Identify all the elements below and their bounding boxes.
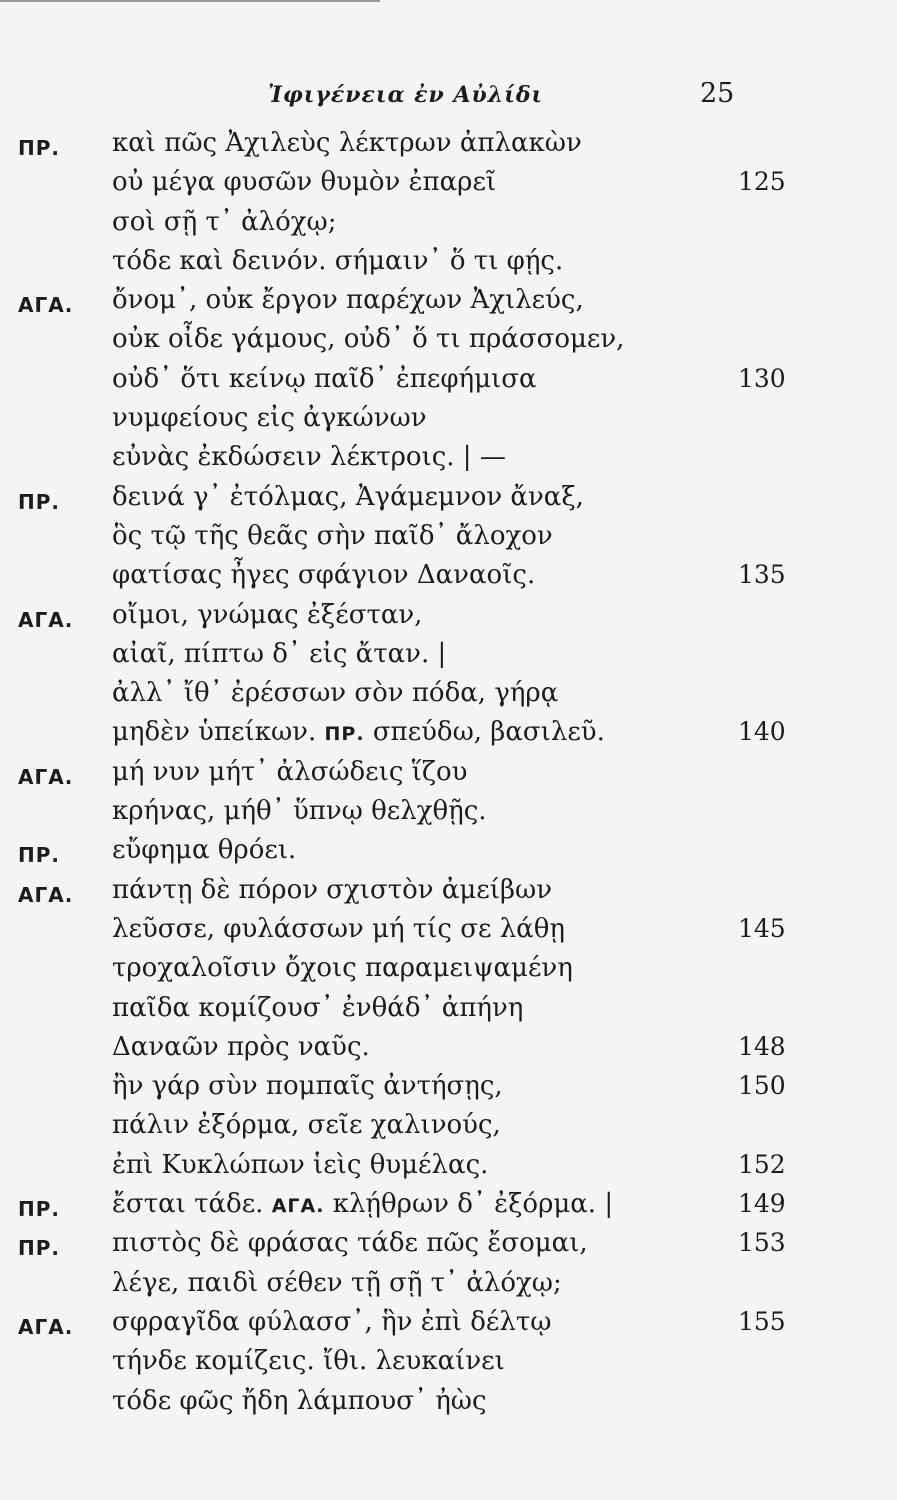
verse-line: [0, 993, 897, 1032]
verse-text: [112, 403, 427, 433]
verse-text: [112, 128, 582, 158]
verse-line: [0, 324, 897, 363]
verse-text-part: πάντῃ δὲ πόρον σχιστὸν ἀμείβων: [112, 874, 553, 905]
verse-line: [0, 914, 897, 953]
line-number: 152: [738, 1149, 786, 1179]
verse-line: [0, 1032, 897, 1071]
verse-text: [112, 914, 565, 944]
verse-text-part: κρήνας, μήθ᾽ ὕπνῳ θελχθῇς.: [112, 796, 487, 827]
verse-line: [0, 757, 897, 796]
verse-text-part: ὄνομ᾽, οὐκ ἔργον παρέχων Ἀχιλεύς,: [112, 285, 584, 316]
page-number: 25: [700, 78, 735, 109]
verse-text: [112, 796, 487, 826]
verse-line: [0, 560, 897, 599]
verse-text-part: οὐδ᾽ ὅτι κείνῳ παῖδ᾽ ἐπεφήμισα: [112, 363, 537, 394]
verse-text: [112, 207, 337, 237]
verse-text: [112, 717, 605, 747]
verse-text-part: τόδε καὶ δεινόν. σήμαιν᾽ ὅ τι φῄς.: [112, 245, 564, 276]
line-number: 153: [738, 1228, 786, 1258]
verse-text-part: οὐκ οἶδε γάμους, οὐδ᾽ ὅ τι πράσσομεν,: [112, 324, 625, 355]
line-number: 135: [738, 560, 786, 590]
verse-line: [0, 639, 897, 678]
top-rule: [0, 0, 380, 2]
verse-text-part: εὐνὰς ἐκδώσειν λέκτροις. | —: [112, 442, 506, 473]
verse-text: [112, 1386, 487, 1416]
speaker-label: ΠΡ.: [18, 843, 60, 868]
verse-text-part: ἐπὶ Κυκλώπων ἱεὶς θυμέλας.: [112, 1149, 489, 1180]
verse-text: [112, 1228, 588, 1258]
verse-text: [112, 953, 573, 983]
verse-text-part: πάλιν ἐξόρμα, σεῖε χαλινούς,: [112, 1110, 501, 1141]
verse-line: [0, 1150, 897, 1189]
verse-text-part: σπεύδω, βασιλεῦ.: [372, 717, 605, 748]
verse-text-part: τήνδε κομίζεις. ἴθι. λευκαίνει: [112, 1346, 505, 1377]
verse-line: [0, 1228, 897, 1267]
verse-line: [0, 403, 897, 442]
verse-text: [112, 875, 552, 905]
speaker-label: ΑΓΑ.: [18, 764, 74, 789]
verse-line: [0, 482, 897, 521]
verse-text-part: ἔσται τάδε.: [112, 1189, 264, 1220]
verse-text: [112, 678, 558, 708]
verse-text-part: κλῄθρων δ᾽ ἐξόρμα. |: [332, 1189, 614, 1220]
verse-text: [112, 324, 624, 354]
verse-line: [0, 875, 897, 914]
verse-line: [0, 1307, 897, 1346]
verse-text: [112, 1268, 562, 1298]
line-number: 149: [738, 1189, 786, 1219]
verse-line: [0, 953, 897, 992]
verse-line: [0, 1268, 897, 1307]
verse-text-part: ἀλλ᾽ ἴθ᾽ ἐρέσσων σὸν πόδα, γήρᾳ: [112, 678, 559, 709]
verse-text-part: πιστὸς δὲ φράσας τάδε πῶς ἔσομαι,: [112, 1228, 588, 1259]
verse-line: [0, 717, 897, 756]
verse-line: [0, 442, 897, 481]
verse-line: [0, 1071, 897, 1110]
verse-text: [112, 442, 506, 472]
verse-line: [0, 678, 897, 717]
speaker-label: ΠΡ.: [18, 489, 60, 514]
page-header: [0, 78, 897, 118]
verse-text-part: σοὶ σῇ τ᾽ ἀλόχῳ;: [112, 206, 337, 237]
verse-line: [0, 364, 897, 403]
verse-text: [112, 600, 422, 630]
verse-line: [0, 521, 897, 560]
line-number: 155: [738, 1306, 786, 1336]
inline-speaker-label: ΑΓΑ.: [271, 1195, 325, 1218]
verse-text: [112, 757, 467, 787]
verse-text-part: νυμφείους εἰς ἀγκώνων: [112, 403, 427, 434]
verse-line: [0, 246, 897, 285]
verse-line: [0, 1386, 897, 1425]
verse-text: [112, 835, 296, 865]
verse-text-part: μηδὲν ὑπείκων.: [112, 717, 317, 748]
verse-line: [0, 796, 897, 835]
verse-line: [0, 285, 897, 324]
verse-text: [112, 1150, 488, 1180]
verse-line: [0, 167, 897, 206]
verse-text-part: φατίσας ἦγες σφάγιον Δαναοῖς.: [112, 560, 536, 591]
verse-text: [112, 993, 523, 1023]
verse-text: [112, 639, 446, 669]
line-number: 130: [738, 363, 786, 393]
verse-text: [112, 285, 584, 315]
verse-text-part: αἰαῖ, πίπτω δ᾽ εἰς ἄταν. |: [112, 638, 447, 669]
verse-line: [0, 207, 897, 246]
speaker-label: ΑΓΑ.: [18, 607, 74, 632]
line-number: 125: [738, 167, 786, 197]
verse-text: [112, 364, 537, 394]
verse-line: [0, 1346, 897, 1385]
verse-text: [112, 246, 563, 276]
verse-text-part: Δαναῶν πρὸς ναῦς.: [112, 1031, 370, 1062]
verse-line: [0, 128, 897, 167]
verse-text-part: καὶ πῶς Ἀχιλεὺς λέκτρων ἀπλακὼν: [112, 128, 582, 158]
verse-text-part: τροχαλοῖσιν ὄχοις παραμειψαμένη: [112, 953, 573, 984]
verse-text: [112, 1346, 505, 1376]
running-title: Ἰφιγένεια ἐν Αὐλίδι: [268, 82, 544, 108]
line-number: 140: [738, 717, 786, 747]
verse-lines: [0, 128, 897, 1425]
verse-text-part: ἢν γάρ σὺν πομπαῖς ἀντήσῃς,: [112, 1071, 503, 1102]
verse-text: [112, 521, 553, 551]
verse-text-part: λέγε, παιδὶ σέθεν τῇ σῇ τ᾽ ἀλόχῳ;: [112, 1267, 562, 1298]
verse-line: [0, 1110, 897, 1149]
speaker-label: ΠΡ.: [18, 136, 60, 160]
verse-text-part: λεῦσσε, φυλάσσων μή τίς σε λάθῃ: [112, 913, 565, 944]
speaker-label: ΑΓΑ.: [18, 882, 74, 907]
verse-text: [112, 1110, 501, 1140]
speaker-label: ΑΓΑ.: [18, 1314, 74, 1339]
line-number: 145: [738, 913, 786, 943]
verse-text: [112, 482, 584, 512]
verse-text: [112, 1032, 370, 1062]
verse-text-part: ὃς τῷ τῆς θεᾶς σὴν παῖδ᾽ ἄλοχον: [112, 520, 553, 551]
verse-text: [112, 1307, 551, 1337]
verse-text-part: μή νυν μήτ᾽ ἀλσώδεις ἵζου: [112, 756, 468, 787]
verse-line: [0, 1189, 897, 1228]
verse-text: [112, 1071, 503, 1101]
line-number: 150: [738, 1071, 786, 1101]
speaker-label: ΠΡ.: [18, 1197, 60, 1222]
inline-speaker-label: ΠΡ.: [324, 723, 365, 746]
verse-text-part: εὔφημα θρόει.: [112, 835, 297, 866]
verse-text: [112, 167, 496, 197]
verse-text-part: δεινά γ᾽ ἐτόλμας, Ἀγάμεμνον ἄναξ,: [112, 481, 584, 512]
verse-text-part: παῖδα κομίζουσ᾽ ἐνθάδ᾽ ἀπήνη: [112, 992, 524, 1023]
speaker-label: ΠΡ.: [18, 1236, 60, 1261]
verse-text-part: οἴμοι, γνώμας ἐξέσταν,: [112, 599, 423, 630]
verse-text-part: οὐ μέγα φυσῶν θυμὸν ἐπαρεῖ: [112, 167, 497, 198]
verse-text: [112, 560, 535, 590]
verse-line: [0, 600, 897, 639]
verse-text-part: τόδε φῶς ἤδη λάμπουσ᾽ ἠὼς: [112, 1385, 487, 1416]
verse-text-part: σφραγῖδα φύλασσ᾽, ἣν ἐπὶ δέλτῳ: [112, 1306, 552, 1337]
verse-text: [112, 1189, 613, 1219]
speaker-label: ΑΓΑ.: [18, 293, 74, 318]
line-number: 148: [738, 1031, 786, 1061]
verse-line: [0, 835, 897, 874]
